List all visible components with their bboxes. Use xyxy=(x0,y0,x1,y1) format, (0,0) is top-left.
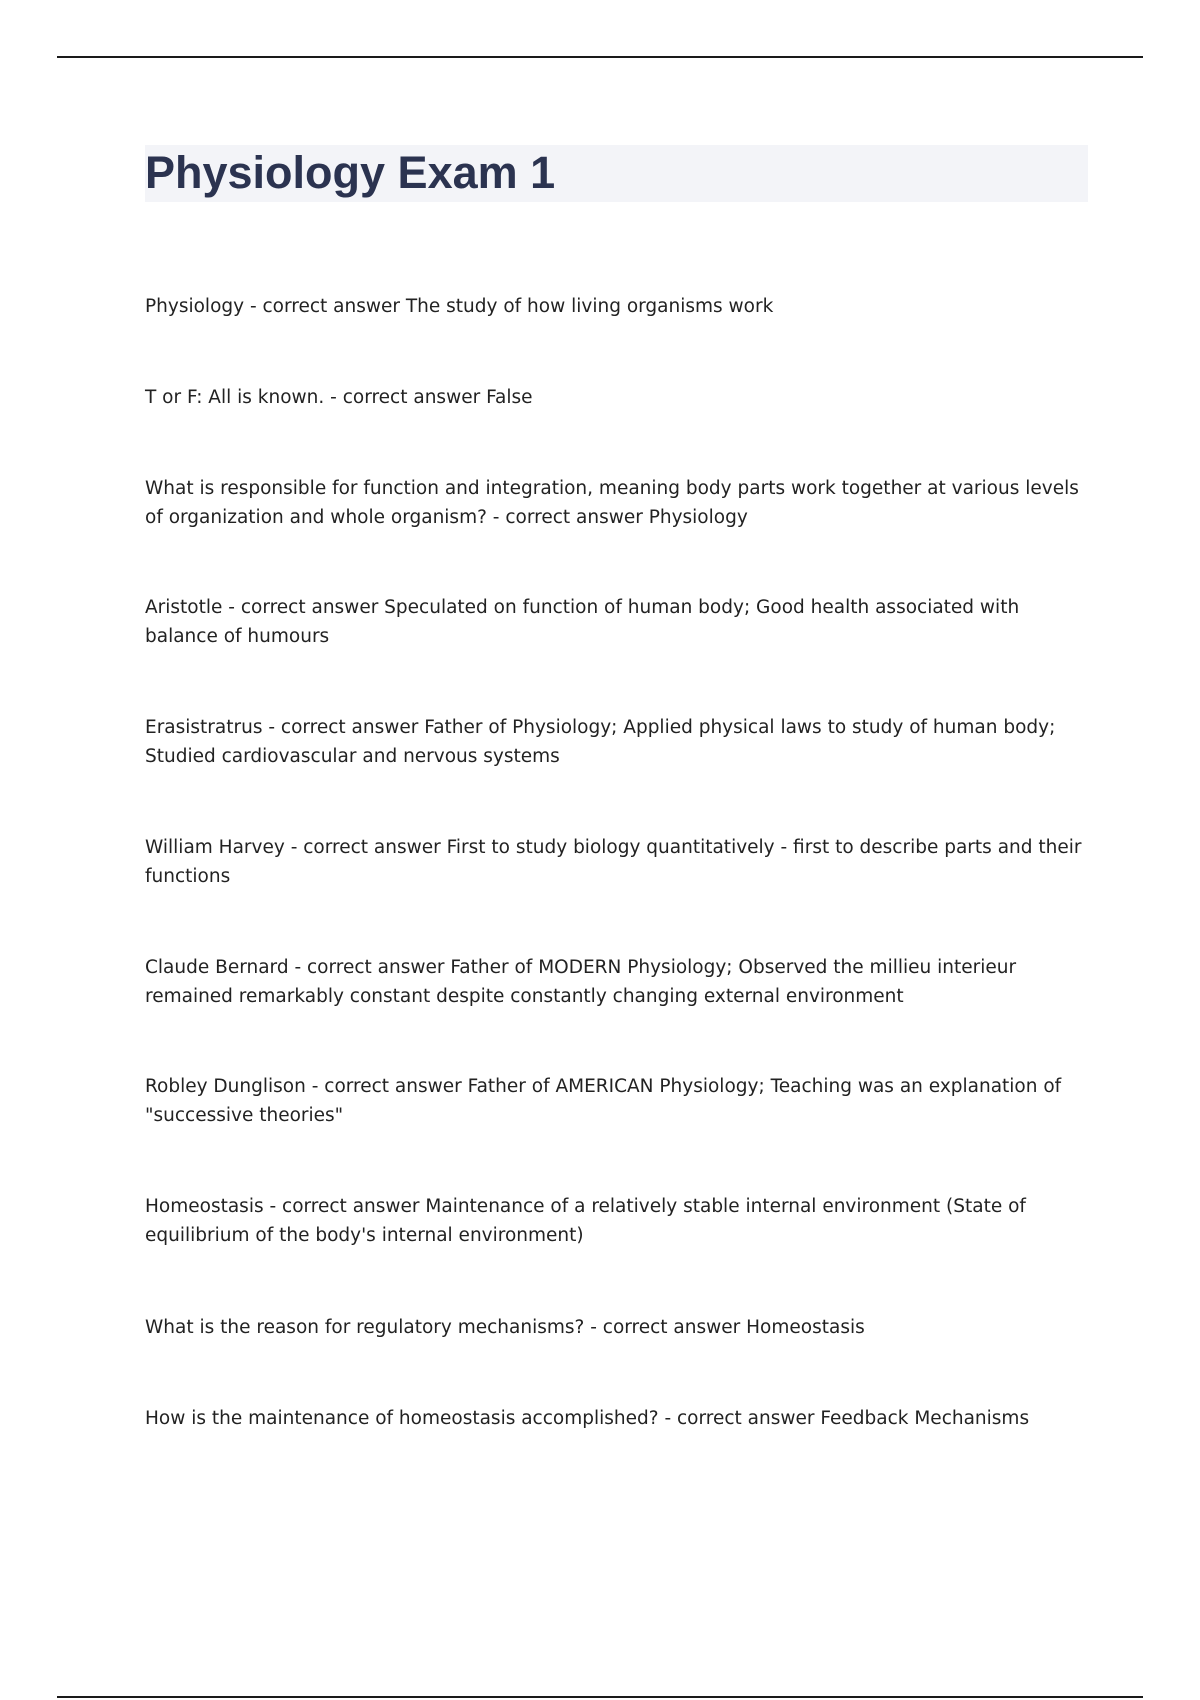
qa-item: Homeostasis - correct answer Maintenance of a relatively stable internal environment (State of equilibrium of the body's internal environment) xyxy=(145,1196,1026,1246)
qa-item: Robley Dunglison - correct answer Father of AMERICAN Physiology; Teaching was an explanation of "successive theories" xyxy=(145,1076,1062,1126)
qa-item: T or F: All is known. - correct answer False xyxy=(145,387,533,408)
qa-item: Aristotle - correct answer Speculated on function of human body; Good health associated with balance of humours xyxy=(145,597,1020,647)
page-bottom-rule xyxy=(57,1696,1143,1698)
qa-item: Physiology - correct answer The study of how living organisms work xyxy=(145,296,774,317)
qa-item: William Harvey - correct answer First to study biology quantitatively - first to describe parts and their functions xyxy=(145,837,1082,887)
qa-item: What is responsible for function and integration, meaning body parts work together at various levels of organization and whole organism? - correct answer Physiology xyxy=(145,478,1079,528)
qa-item: How is the maintenance of homeostasis accomplished? - correct answer Feedback Mechanisms xyxy=(145,1408,1030,1429)
page-title: Physiology Exam 1 xyxy=(145,147,556,198)
qa-item: Erasistratrus - correct answer Father of Physiology; Applied physical laws to study of human body; Studied cardiovascular and nervous systems xyxy=(145,717,1056,767)
page-top-rule xyxy=(57,56,1143,58)
qa-item: Claude Bernard - correct answer Father of MODERN Physiology; Observed the millieu interieur remained remarkably constant despite constantly changing external environment xyxy=(145,957,1017,1007)
qa-item: What is the reason for regulatory mechanisms? - correct answer Homeostasis xyxy=(145,1317,865,1338)
